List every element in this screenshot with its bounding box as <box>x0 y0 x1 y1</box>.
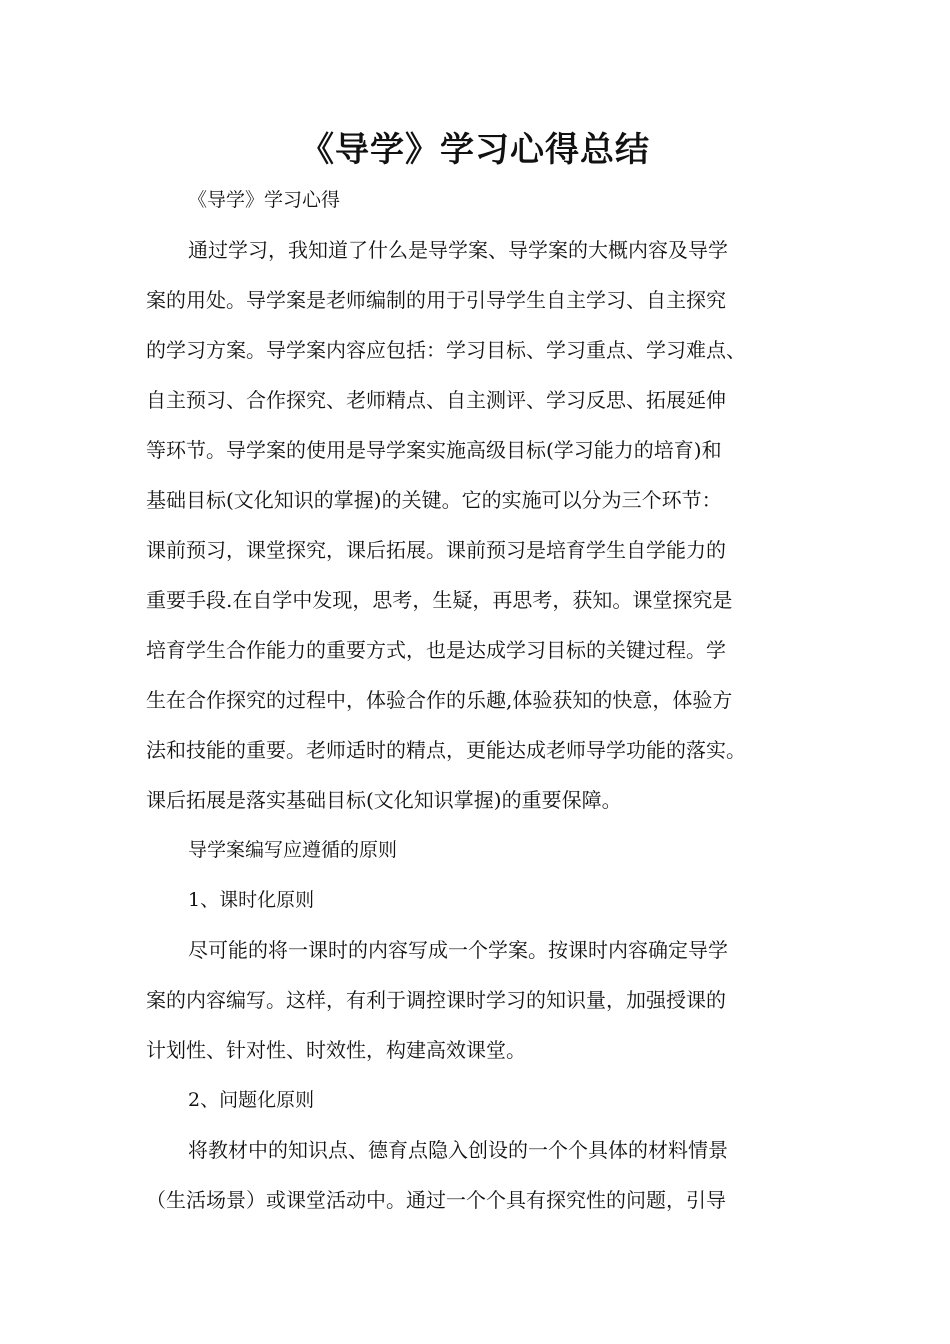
paragraph-line: 法和技能的重要。老师适时的精点，更能达成老师导学功能的落实。 <box>146 738 746 762</box>
principle-heading: 2、问题化原则 <box>188 1089 315 1111</box>
document-title: 《导学》学习心得总结 <box>300 130 650 170</box>
paragraph-line: 重要手段.在自学中发现，思考，生疑，再思考，获知。课堂探究是 <box>146 588 733 612</box>
paragraph-line: 案的内容编写。这样，有利于调控课时学习的知识量，加强授课的 <box>146 988 726 1012</box>
principle-heading: 1、课时化原则 <box>188 889 315 911</box>
paragraph-line: 自主预习、合作探究、老师精点、自主测评、学习反思、拓展延伸 <box>146 388 726 412</box>
paragraph-line: 计划性、针对性、时效性，构建高效课堂。 <box>146 1038 526 1062</box>
paragraph-line: （生活场景）或课堂活动中。通过一个个具有探究性的问题，引导 <box>146 1188 726 1212</box>
paragraph-line: 等环节。导学案的使用是导学案实施高级目标(学习能力的培育)和 <box>146 438 722 462</box>
paragraph-line: 课前预习，课堂探究，课后拓展。课前预习是培育学生自学能力的 <box>146 538 726 562</box>
paragraph-line: 将教材中的知识点、德育点隐入创设的一个个具体的材料情景 <box>188 1138 728 1162</box>
paragraph-line: 尽可能的将一课时的内容写成一个学案。按课时内容确定导学 <box>188 938 728 962</box>
subtitle-line: 《导学》学习心得 <box>188 189 341 211</box>
paragraph-line: 案的用处。导学案是老师编制的用于引导学生自主学习、自主探究 <box>146 288 726 312</box>
section-heading: 导学案编写应遵循的原则 <box>188 839 398 861</box>
paragraph-line: 通过学习，我知道了什么是导学案、导学案的大概内容及导学 <box>188 238 728 262</box>
paragraph-line: 课后拓展是落实基础目标(文化知识掌握)的重要保障。 <box>146 788 622 812</box>
paragraph-line: 生在合作探究的过程中，体验合作的乐趣,体验获知的快意，体验方 <box>146 688 733 712</box>
paragraph-line: 的学习方案。导学案内容应包括：学习目标、学习重点、学习难点、 <box>146 338 746 362</box>
paragraph-line: 基础目标(文化知识的掌握)的关键。它的实施可以分为三个环节： <box>146 488 722 512</box>
paragraph-line: 培育学生合作能力的重要方式，也是达成学习目标的关键过程。学 <box>146 638 726 662</box>
